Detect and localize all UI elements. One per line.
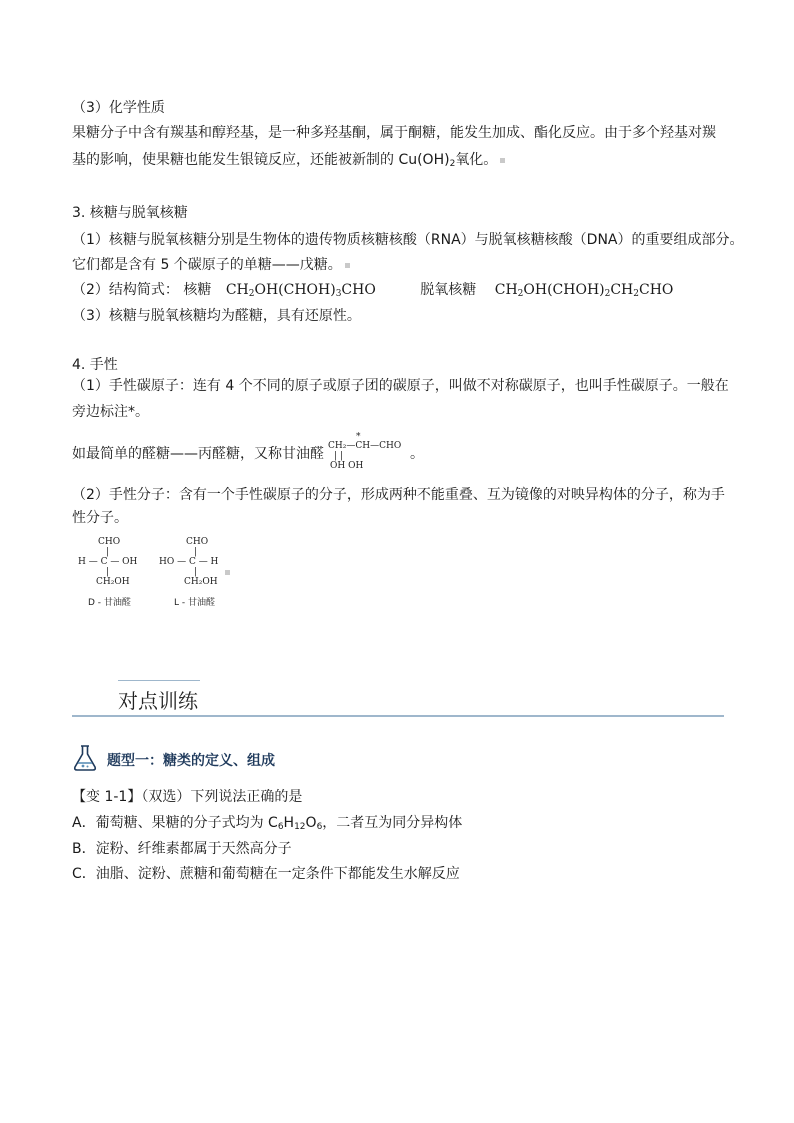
l-glyceraldehyde-row: HO — C — H <box>159 557 219 567</box>
paragraph-line: 旁边标注*。 <box>72 404 149 420</box>
section-divider <box>72 715 724 717</box>
label-ribose: （2）结构简式： 核糖 <box>72 282 212 298</box>
paragraph-line: 如最简单的醛糖——丙醛糖，又称甘油醛 <box>72 446 324 462</box>
paragraph-line: （1）手性碳原子：连有 4 个不同的原子或原子团的碳原子，叫做不对称碳原子，也叫手性碳原子。一般在 <box>72 378 729 394</box>
subscript: 2 <box>449 159 456 169</box>
formula-ribose: $CH_2OH(CHOH)_3CHO$ <box>225 282 376 299</box>
l-glyceraldehyde-row: CH₂OH <box>184 577 218 587</box>
question-label: 【变 1-1】 <box>72 789 142 805</box>
l-glyceraldehyde-caption: L - 甘油醛 <box>174 598 215 608</box>
structure-formula-line <box>72 280 673 300</box>
chiral-star: * <box>356 432 361 442</box>
bond-lines: | | <box>334 451 343 461</box>
label-deoxyribose: 脱氧核糖 <box>420 282 477 298</box>
option-a: A．葡萄糖、果糖的分子式均为 $C_6H_{12}O_6$，二者互为同分异构体 <box>72 815 463 832</box>
sentence-end: 。 <box>410 446 424 462</box>
text-run: 基的影响，使果糖也能发生银镜反应，还能被新制的 Cu(OH) <box>72 152 450 168</box>
heading-chirality: 4. 手性 <box>72 357 118 373</box>
question-stem <box>72 787 302 807</box>
paragraph-line: （1）核糖与脱氧核糖分别是生物体的遗传物质核糖核酸（RNA）与脱氧核糖核酸（DNA）的重要组成部分。 <box>72 232 744 248</box>
l-glyceraldehyde-bond: | <box>194 567 198 577</box>
glyceraldehyde-formula: CH₂—CH—CHO <box>328 441 402 451</box>
d-glyceraldehyde-bond: | <box>106 547 110 557</box>
paragraph-mark-icon <box>500 158 505 163</box>
text-run: 它们都是含有 5 个碳原子的单糖——戊糖。 <box>72 257 342 273</box>
paragraph-mark-icon <box>225 570 230 575</box>
paragraph-line <box>72 150 505 170</box>
d-glyceraldehyde-row: H — C — OH <box>78 557 138 567</box>
section-title: 对点训练 <box>118 689 198 713</box>
formula-deoxyribose: $CH_2OH(CHOH)_2CH_2CHO$ <box>494 282 674 299</box>
l-glyceraldehyde-bond: | <box>194 547 198 557</box>
d-glyceraldehyde-caption: D - 甘油醛 <box>88 598 131 608</box>
d-glyceraldehyde-row: CH₂OH <box>96 577 130 587</box>
d-glyceraldehyde-row: CHO <box>98 537 121 547</box>
paragraph-line: 性分子。 <box>72 510 128 526</box>
paragraph-line: （3）核糖与脱氧核糖均为醛糖，具有还原性。 <box>72 308 361 324</box>
topic-title: 题型一：糖类的定义、组成 <box>107 753 275 769</box>
d-glyceraldehyde-bond: | <box>106 567 110 577</box>
heading-chemical-properties: （3）化学性质 <box>72 100 165 116</box>
l-glyceraldehyde-row: CHO <box>186 537 209 547</box>
text-run: 氧化。 <box>455 152 498 168</box>
option-b: B．淀粉、纤维素都属于天然高分子 <box>72 841 292 857</box>
section-top-line <box>118 680 200 681</box>
paragraph-line <box>72 255 350 275</box>
option-c: C．油脂、淀粉、蔗糖和葡萄糖在一定条件下都能发生水解反应 <box>72 866 460 882</box>
heading-ribose: 3. 核糖与脱氧核糖 <box>72 205 188 221</box>
hydroxyl-groups: OH OH <box>330 461 364 471</box>
flask-icon <box>72 744 98 772</box>
question-text: （双选）下列说法正确的是 <box>141 789 303 805</box>
paragraph-line: 果糖分子中含有羰基和醇羟基，是一种多羟基酮，属于酮糖，能发生加成、酯化反应。由于多个羟基对羰 <box>72 125 716 141</box>
paragraph-mark-icon <box>345 263 350 268</box>
paragraph-line: （2）手性分子：含有一个手性碳原子的分子，形成两种不能重叠、互为镜像的对映异构体的分子，称为手 <box>72 487 725 503</box>
